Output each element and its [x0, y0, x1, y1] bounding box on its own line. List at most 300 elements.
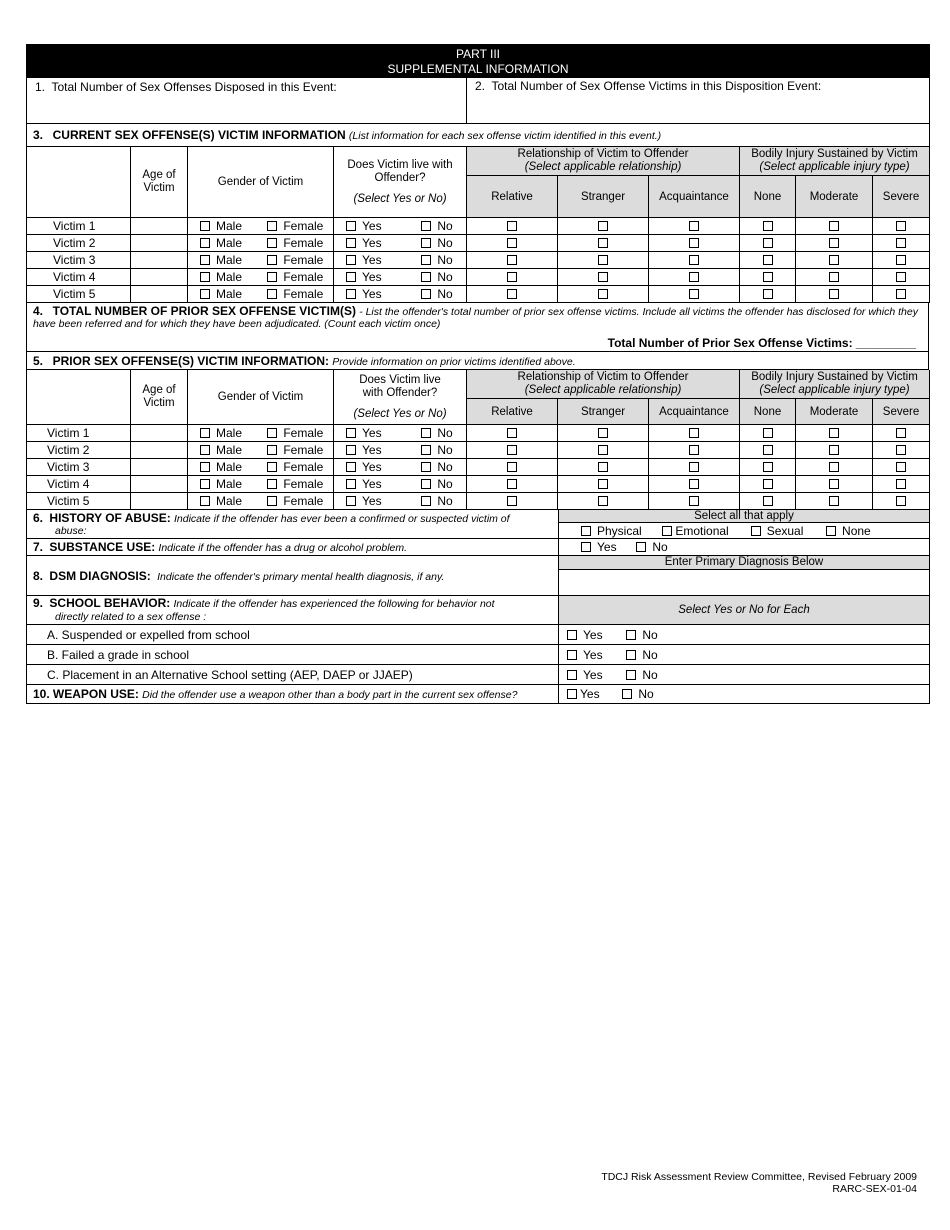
gender-male-option[interactable]	[200, 253, 264, 267]
female-label: Female	[283, 219, 324, 233]
acquaintance-cell	[649, 235, 740, 252]
q7-cell	[27, 539, 559, 556]
q7-number: 7.	[33, 540, 44, 554]
checkbox-icon[interactable]	[689, 221, 699, 231]
stranger-cell	[558, 286, 649, 303]
victim-gender	[188, 459, 334, 476]
victim-lives-with	[334, 425, 467, 442]
victim-lives-with	[334, 235, 467, 252]
victim-age-field[interactable]	[131, 476, 188, 493]
q6-opt-physical-label: Physical	[597, 523, 642, 538]
q9-number: 9.	[33, 595, 44, 610]
victim-gender	[188, 218, 334, 235]
q6-title: HISTORY OF ABUSE:	[49, 510, 171, 525]
checkbox-icon[interactable]	[598, 255, 608, 265]
acquaintance-cell	[649, 442, 740, 459]
checkbox-icon[interactable]	[200, 272, 210, 282]
yes-label: Yes	[583, 647, 603, 662]
checkbox-icon[interactable]	[421, 445, 431, 455]
checkbox-icon[interactable]	[507, 255, 517, 265]
victim-gender	[188, 235, 334, 252]
lives-no-option[interactable]	[421, 270, 452, 284]
q6-opt-sexual[interactable]	[751, 524, 823, 538]
prior-inj-title: Bodily Injury Sustained by Victim	[751, 371, 918, 383]
checkbox-icon[interactable]	[829, 272, 839, 282]
checkbox-icon[interactable]	[267, 289, 277, 299]
gender-female-option[interactable]	[267, 219, 323, 233]
inj-col-none: None	[740, 176, 796, 218]
checkbox-icon[interactable]	[200, 479, 210, 489]
checkbox-icon[interactable]	[507, 479, 517, 489]
checkbox-icon[interactable]	[267, 496, 277, 506]
acquaintance-cell	[649, 493, 740, 510]
prior-rel-header	[467, 370, 740, 399]
checkbox-icon[interactable]	[507, 289, 517, 299]
q7-yes-label: Yes	[597, 540, 617, 554]
checkbox-icon[interactable]	[267, 238, 277, 248]
moderate-cell	[796, 252, 873, 269]
q1-label: Total Number of Sex Offenses Disposed in this Event:	[51, 80, 337, 94]
lives-yes-option[interactable]	[346, 236, 418, 250]
checkbox-icon[interactable]	[763, 238, 773, 248]
checkbox-icon[interactable]	[829, 462, 839, 472]
checkbox-icon[interactable]	[763, 428, 773, 438]
checkbox-icon[interactable]	[507, 496, 517, 506]
checkbox-icon[interactable]	[346, 221, 356, 231]
age-header	[131, 147, 188, 218]
checkbox-icon[interactable]	[507, 445, 517, 455]
gender-female-option[interactable]	[267, 236, 323, 250]
q6-opt-none-label: None	[842, 523, 871, 538]
gender-male-option[interactable]	[200, 460, 264, 474]
school-no-option[interactable]	[626, 628, 657, 642]
checkbox-icon[interactable]	[507, 462, 517, 472]
checkbox-icon[interactable]	[267, 428, 277, 438]
school-yes-option[interactable]	[567, 668, 623, 682]
checkbox-icon[interactable]	[267, 445, 277, 455]
none-cell	[740, 269, 796, 286]
no-label: No	[642, 667, 658, 682]
checkbox-icon[interactable]	[662, 526, 672, 536]
gender-male-option[interactable]	[200, 219, 264, 233]
checkbox-icon[interactable]	[598, 462, 608, 472]
checkbox-icon[interactable]	[826, 526, 836, 536]
q9-cell	[27, 596, 559, 625]
checkbox-icon[interactable]	[598, 289, 608, 299]
prior-inj-header	[740, 370, 930, 399]
age-header-line1: Age of	[142, 169, 176, 181]
moderate-cell	[796, 218, 873, 235]
male-label: Male	[216, 270, 243, 284]
none-cell	[740, 476, 796, 493]
checkbox-icon[interactable]	[598, 221, 608, 231]
gender-female-option[interactable]	[267, 443, 323, 457]
checkbox-icon[interactable]	[267, 479, 277, 489]
checkbox-icon[interactable]	[763, 221, 773, 231]
q4-cell	[27, 303, 929, 352]
checkbox-icon[interactable]	[598, 445, 608, 455]
school-item-row	[27, 645, 930, 665]
checkbox-icon[interactable]	[763, 496, 773, 506]
male-label: Male	[216, 460, 243, 474]
school-no-option[interactable]	[626, 668, 657, 682]
severe-cell	[873, 425, 930, 442]
none-cell	[740, 459, 796, 476]
lives-no-option[interactable]	[421, 253, 452, 267]
prior-victim-row	[27, 493, 930, 510]
gender-male-option[interactable]	[200, 270, 264, 284]
checkbox-icon[interactable]	[421, 272, 431, 282]
q8-diagnosis-field[interactable]	[559, 570, 930, 596]
relative-cell	[467, 269, 558, 286]
checkbox-icon[interactable]	[626, 670, 636, 680]
q6-opt-physical[interactable]	[581, 524, 659, 538]
checkbox-icon[interactable]	[829, 221, 839, 231]
q4-total-blank[interactable]: _________	[855, 336, 916, 350]
gender-female-option[interactable]	[267, 477, 323, 491]
moderate-cell	[796, 493, 873, 510]
none-cell	[740, 252, 796, 269]
q10-options	[559, 685, 930, 704]
inj-header	[740, 147, 930, 176]
checkbox-icon[interactable]	[200, 496, 210, 506]
q2-label: Total Number of Sex Offense Victims in this Disposition Event:	[491, 79, 822, 93]
moderate-cell	[796, 459, 873, 476]
q8-number: 8.	[33, 568, 44, 583]
prior-lives-sub: (Select Yes or No)	[353, 407, 447, 420]
relative-cell	[467, 286, 558, 303]
gender-male-option[interactable]	[200, 494, 264, 508]
checkbox-icon[interactable]	[200, 445, 210, 455]
q4-total[interactable]	[33, 337, 922, 349]
current-victim-row	[27, 235, 930, 252]
female-label: Female	[283, 253, 324, 267]
moderate-cell	[796, 286, 873, 303]
checkbox-icon[interactable]	[421, 479, 431, 489]
victim-gender	[188, 286, 334, 303]
checkbox-icon[interactable]	[267, 272, 277, 282]
acquaintance-cell	[649, 269, 740, 286]
gender-male-option[interactable]	[200, 443, 264, 457]
checkbox-icon[interactable]	[763, 289, 773, 299]
checkbox-icon[interactable]	[200, 462, 210, 472]
q4-number: 4.	[33, 304, 44, 318]
victim-lives-with	[334, 459, 467, 476]
none-cell	[740, 442, 796, 459]
rel-col-relative: Relative	[467, 176, 558, 218]
checkbox-icon[interactable]	[829, 428, 839, 438]
school-item-options	[559, 665, 930, 685]
checkbox-icon[interactable]	[829, 289, 839, 299]
stranger-cell	[558, 425, 649, 442]
male-label: Male	[216, 443, 243, 457]
q6-opt-none[interactable]	[826, 524, 871, 538]
victim-age-field[interactable]	[131, 286, 188, 303]
q9-note-1: Indicate if the offender has experienced the following for behavior not	[173, 597, 495, 610]
yes-label: Yes	[362, 443, 382, 457]
inj-col-severe: Severe	[873, 176, 930, 218]
checkbox-icon[interactable]	[689, 238, 699, 248]
q10-title: WEAPON USE:	[52, 687, 139, 701]
severe-cell	[873, 493, 930, 510]
victim-age-field[interactable]	[131, 459, 188, 476]
checkbox-icon[interactable]	[896, 289, 906, 299]
rel-sub: (Select applicable relationship)	[524, 161, 682, 173]
checkbox-icon[interactable]	[267, 255, 277, 265]
checkbox-icon[interactable]	[763, 445, 773, 455]
lives-no-option[interactable]	[421, 460, 452, 474]
checkbox-icon[interactable]	[829, 479, 839, 489]
checkbox-icon[interactable]	[896, 221, 906, 231]
current-victim-row	[27, 269, 930, 286]
checkbox-icon[interactable]	[598, 428, 608, 438]
checkbox-icon[interactable]	[421, 221, 431, 231]
checkbox-icon[interactable]	[763, 255, 773, 265]
lives-no-option[interactable]	[421, 287, 452, 301]
checkbox-icon[interactable]	[896, 255, 906, 265]
checkbox-icon[interactable]	[421, 238, 431, 248]
checkbox-icon[interactable]	[346, 272, 356, 282]
gender-female-option[interactable]	[267, 460, 323, 474]
moderate-cell	[796, 476, 873, 493]
school-item-label: B. Failed a grade in school	[27, 645, 559, 665]
q3-title: CURRENT SEX OFFENSE(S) VICTIM INFORMATION	[52, 128, 346, 142]
checkbox-icon[interactable]	[763, 272, 773, 282]
checkbox-icon[interactable]	[567, 670, 577, 680]
checkbox-icon[interactable]	[689, 428, 699, 438]
checkbox-icon[interactable]	[421, 289, 431, 299]
checkbox-icon[interactable]	[622, 689, 632, 699]
moderate-cell	[796, 425, 873, 442]
current-victim-rows	[27, 218, 930, 303]
checkbox-icon[interactable]	[200, 238, 210, 248]
checkbox-icon[interactable]	[636, 542, 646, 552]
victim-age-field[interactable]	[131, 442, 188, 459]
no-label: No	[642, 647, 658, 662]
school-no-option[interactable]	[626, 648, 657, 662]
checkbox-icon[interactable]	[421, 496, 431, 506]
checkbox-icon[interactable]	[346, 255, 356, 265]
checkbox-icon[interactable]	[689, 255, 699, 265]
checkbox-icon[interactable]	[689, 445, 699, 455]
checkbox-icon[interactable]	[689, 289, 699, 299]
lives-yes-option[interactable]	[346, 270, 418, 284]
victim-age-field[interactable]	[131, 425, 188, 442]
checkbox-icon[interactable]	[421, 462, 431, 472]
yes-label: Yes	[362, 253, 382, 267]
q2-cell[interactable]	[467, 78, 930, 124]
rel-col-stranger: Stranger	[558, 176, 649, 218]
lives-yes-option[interactable]	[346, 426, 418, 440]
gender-male-option[interactable]	[200, 426, 264, 440]
female-label: Female	[283, 270, 324, 284]
yes-label: Yes	[362, 477, 382, 491]
lives-yes-option[interactable]	[346, 287, 418, 301]
footer-line2: RARC-SEX-01-04	[832, 1183, 917, 1195]
footer-line1: TDCJ Risk Assessment Review Committee, Revised February 2009	[601, 1171, 917, 1183]
checkbox-icon[interactable]	[829, 238, 839, 248]
checkbox-icon[interactable]	[763, 479, 773, 489]
checkbox-icon[interactable]	[200, 289, 210, 299]
prior-victim-row	[27, 459, 930, 476]
checkbox-icon[interactable]	[751, 526, 761, 536]
victim-age-field[interactable]	[131, 493, 188, 510]
checkbox-icon[interactable]	[829, 445, 839, 455]
checkbox-icon[interactable]	[346, 496, 356, 506]
no-label: No	[437, 460, 453, 474]
checkbox-icon[interactable]	[896, 238, 906, 248]
prior-victim-row	[27, 425, 930, 442]
female-label: Female	[283, 426, 324, 440]
q3-number: 3.	[33, 128, 44, 142]
lives-no-option[interactable]	[421, 443, 452, 457]
checkbox-icon[interactable]	[346, 445, 356, 455]
checkbox-icon[interactable]	[896, 462, 906, 472]
checkbox-icon[interactable]	[896, 428, 906, 438]
gender-female-option[interactable]	[267, 426, 323, 440]
lives-no-option[interactable]	[421, 236, 452, 250]
school-yes-option[interactable]	[567, 628, 623, 642]
victim-age-field[interactable]	[131, 235, 188, 252]
checkbox-icon[interactable]	[421, 255, 431, 265]
q10-yes[interactable]	[567, 687, 619, 701]
q7-no[interactable]	[636, 540, 667, 554]
severe-cell	[873, 269, 930, 286]
checkbox-icon[interactable]	[346, 479, 356, 489]
victim-label: Victim 2	[27, 235, 131, 252]
checkbox-icon[interactable]	[689, 496, 699, 506]
lives-yes-option[interactable]	[346, 494, 418, 508]
checkbox-icon[interactable]	[689, 272, 699, 282]
checkbox-icon[interactable]	[507, 238, 517, 248]
yes-label: Yes	[583, 667, 603, 682]
lives-yes-option[interactable]	[346, 219, 418, 233]
checkbox-icon[interactable]	[581, 526, 591, 536]
checkbox-icon[interactable]	[346, 428, 356, 438]
relative-cell	[467, 442, 558, 459]
checkbox-icon[interactable]	[200, 255, 210, 265]
checkbox-icon[interactable]	[267, 221, 277, 231]
female-label: Female	[283, 287, 324, 301]
victim-label: Victim 2	[27, 442, 131, 459]
yes-label: Yes	[362, 494, 382, 508]
checkbox-icon[interactable]	[763, 462, 773, 472]
gender-male-option[interactable]	[200, 236, 264, 250]
checkbox-icon[interactable]	[896, 479, 906, 489]
victim-age-field[interactable]	[131, 252, 188, 269]
q7-title: SUBSTANCE USE:	[49, 540, 156, 554]
yes-label: Yes	[362, 270, 382, 284]
q10-no-label: No	[638, 687, 654, 701]
prior-rel-col-stranger: Stranger	[558, 399, 649, 425]
school-yes-option[interactable]	[567, 648, 623, 662]
relative-cell	[467, 459, 558, 476]
checkbox-icon[interactable]	[200, 428, 210, 438]
q6-opt-emotional[interactable]	[662, 524, 747, 538]
prior-age-line1: Age of	[142, 384, 176, 396]
checkbox-icon[interactable]	[598, 496, 608, 506]
q1-number: 1.	[35, 80, 46, 94]
q2-number: 2.	[475, 79, 486, 93]
q7-yes[interactable]	[581, 540, 633, 554]
checkbox-icon[interactable]	[507, 428, 517, 438]
lives-no-option[interactable]	[421, 494, 452, 508]
victim-label: Victim 4	[27, 269, 131, 286]
lives-no-option[interactable]	[421, 477, 452, 491]
checkbox-icon[interactable]	[896, 445, 906, 455]
lives-no-option[interactable]	[421, 219, 452, 233]
checkbox-icon[interactable]	[626, 650, 636, 660]
checkbox-icon[interactable]	[346, 289, 356, 299]
lives-no-option[interactable]	[421, 426, 452, 440]
severe-cell	[873, 442, 930, 459]
checkbox-icon[interactable]	[689, 479, 699, 489]
checkbox-icon[interactable]	[567, 650, 577, 660]
supplemental-form	[26, 44, 929, 704]
checkbox-icon[interactable]	[507, 221, 517, 231]
victim-gender	[188, 269, 334, 286]
gender-female-option[interactable]	[267, 253, 323, 267]
checkbox-icon[interactable]	[598, 272, 608, 282]
checkbox-icon[interactable]	[626, 630, 636, 640]
lives-yes-option[interactable]	[346, 477, 418, 491]
lives-yes-option[interactable]	[346, 253, 418, 267]
checkbox-icon[interactable]	[346, 238, 356, 248]
q7-options	[559, 539, 930, 556]
gender-male-option[interactable]	[200, 477, 264, 491]
stranger-cell	[558, 476, 649, 493]
checkbox-icon[interactable]	[267, 462, 277, 472]
female-label: Female	[283, 460, 324, 474]
checkbox-icon[interactable]	[581, 542, 591, 552]
gender-female-option[interactable]	[267, 287, 323, 301]
victim-gender	[188, 252, 334, 269]
school-item-label: C. Placement in an Alternative School setting (AEP, DAEP or JJAEP)	[27, 665, 559, 685]
q8-title: DSM DIAGNOSIS:	[49, 568, 151, 583]
checkbox-icon[interactable]	[507, 272, 517, 282]
q1-cell[interactable]	[27, 78, 467, 124]
gender-male-option[interactable]	[200, 287, 264, 301]
acquaintance-cell	[649, 252, 740, 269]
checkbox-icon[interactable]	[598, 238, 608, 248]
lives-yes-option[interactable]	[346, 443, 418, 457]
checkbox-icon[interactable]	[567, 689, 577, 699]
q9-items	[27, 625, 930, 685]
stranger-cell	[558, 252, 649, 269]
checkbox-icon[interactable]	[896, 496, 906, 506]
checkbox-icon[interactable]	[200, 221, 210, 231]
checkbox-icon[interactable]	[896, 272, 906, 282]
checkbox-icon[interactable]	[598, 479, 608, 489]
checkbox-icon[interactable]	[829, 496, 839, 506]
relative-cell	[467, 493, 558, 510]
q10-no[interactable]	[622, 687, 653, 701]
lives-yes-option[interactable]	[346, 460, 418, 474]
checkbox-icon[interactable]	[346, 462, 356, 472]
checkbox-icon[interactable]	[689, 462, 699, 472]
victim-age-field[interactable]	[131, 269, 188, 286]
q5-number: 5.	[33, 353, 44, 368]
gender-female-option[interactable]	[267, 270, 323, 284]
yes-label: Yes	[362, 460, 382, 474]
victim-label: Victim 3	[27, 252, 131, 269]
checkbox-icon[interactable]	[421, 428, 431, 438]
checkbox-icon[interactable]	[829, 255, 839, 265]
gender-female-option[interactable]	[267, 494, 323, 508]
checkbox-icon[interactable]	[567, 630, 577, 640]
female-label: Female	[283, 236, 324, 250]
victim-age-field[interactable]	[131, 218, 188, 235]
